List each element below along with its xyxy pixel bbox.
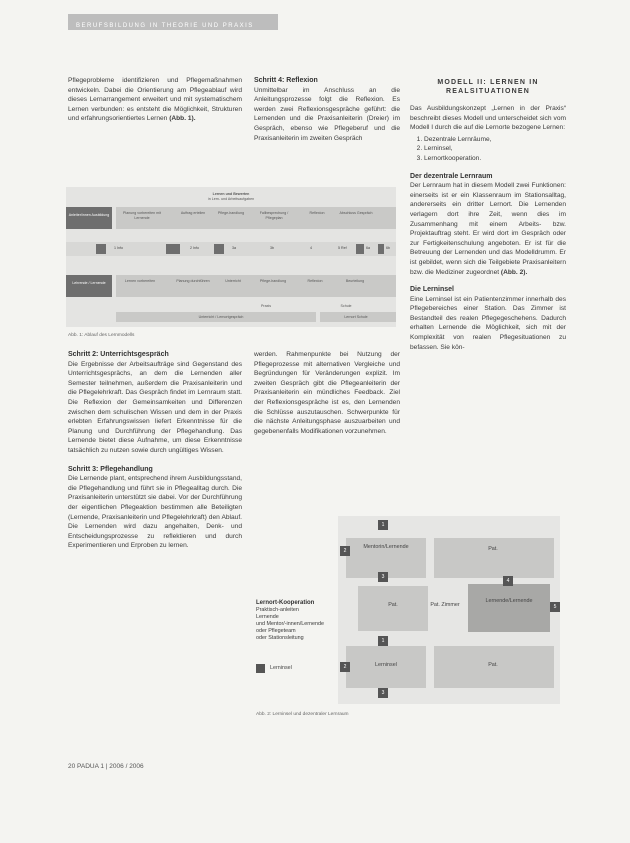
fig1-lower-label: Unterricht — [225, 279, 241, 283]
fig1-step: 4 — [310, 246, 312, 250]
step4-text: Unmittelbar im Anschluss an die Anleitungsprozesse folgt die Reflexion. Es werden zwei Reflexionsgespräche geführt: die Lernenden und die Praxisanleiterin (Dreier) im Gespräch, ebenso wie Pflegeberuf und die Praxisanleiterin im zweiten Gespräch — [254, 86, 400, 142]
lernraum-heading: Der dezentrale Lernraum — [410, 172, 493, 180]
fig1-lower-label: Reflexion — [307, 279, 323, 283]
list-item: 3. Lernortkooperation. — [424, 154, 566, 164]
figure-2-caption: Abb. 2: Lerninsel und dezentraler Lernraum — [256, 712, 349, 717]
figure-1-caption: Abb. 1: Ablauf des Lernmodells — [68, 333, 135, 338]
legend-label: Lerninsel — [270, 665, 292, 671]
column-1-steps — [68, 350, 242, 551]
list-item: 2. Lerninsel, — [424, 144, 566, 154]
fig1-bottom-c: Unterricht / Lernortgespräch — [198, 315, 244, 319]
page-footer: 20 PADUA 1 | 2006 / 2006 — [68, 763, 144, 770]
fig1-top-label: Lernen und Bewerten — [212, 192, 250, 196]
section-header: BERUFSBILDUNG IN THEORIE UND PRAXIS — [68, 14, 278, 30]
fig1-step-marker — [214, 244, 224, 254]
fig2-num: 3 — [378, 688, 388, 698]
lko-line: oder Pflegeteam — [256, 628, 296, 634]
fig1-lower-label: Beurteilung — [345, 279, 365, 283]
lerninsel-text: Eine Lerninsel ist ein Patientenzimmer innerhalb des Pflegebereiches einer Station. Das Zimmer ist Bestandteil des realen Pflegegeschehens. Dadurch erhalten Lernende die Möglichkeit, sich mit der Komplexität von realen Pflegesituationen zu befassen. Sie kön- — [410, 295, 566, 351]
fig1-step-marker — [378, 244, 384, 254]
figure-2-diagram — [338, 516, 560, 708]
fig1-step: 6b — [386, 246, 390, 250]
fig1-step-marker — [166, 244, 180, 254]
legend-swatch — [256, 664, 265, 673]
figure-1-diagram — [66, 187, 396, 327]
fig2-pat-2 — [358, 586, 428, 631]
fig2-pat-3-label: Pat. — [488, 662, 498, 668]
fig1-lower-label: Planung durchführen — [176, 279, 210, 283]
column-2-step4 — [254, 76, 400, 143]
modell-text: Das Ausbildungskonzept „Lernen in der Praxis“ beschreibt dieses Modell und unterscheidet sich vom Modell I durch die auf die Lernorte bezogene Lernen: — [410, 105, 566, 132]
fig1-bottom-a: Praxis — [261, 304, 271, 308]
reflexion-continued-text: werden. Rahmenpunkte bei Nutzung der Pflegeprozesse mit alternativen Vergleiche und Begründungen für Veränderungen explizit. Im zweiten Gespräch gibt die Pflegeanleiterin der Praxisanleiterin ein mündliches Feedback. Ziel der Reflexionsgespräche ist es, den Lernenden die Schlüsse auszutauschen. Schwerpunkte für die nächste Anleitungsphase auszuarbeiten und gegebenenfalls Modifikationen vorzunehmen. — [254, 351, 400, 435]
fig1-lower-label: Pflege-handlung — [259, 279, 287, 283]
fig2-pat-2-label: Pat. — [388, 602, 398, 608]
step2-text: Die Ergebnisse der Arbeitsaufträge sind Gegenstand des Unterrichtsgesprächs, an dem die Lernenden aller Semester teilnehmen, außerdem die Praxisanleiterin und die Pflegelehrkraft. Das Gespräch findet im Lernraum statt. Die Reflexion der Gemeinsamkeiten und Differenzen zwischen dem schulischen Wissen und dem in der Praxis erlebten Erfahrungswissen liefert Erkenntnisse für die Planung und Durchführung der Pflegehandlung. Das Lernende bietet diese Aufnahme, um diese Erkenntnisse tatsächlich zu nutzen sowie durch ungültiges Wissen. — [68, 360, 242, 454]
fig1-step: 3b — [270, 246, 274, 250]
step3-heading: Schritt 3: Pflegehandlung — [68, 465, 153, 473]
step2-heading: Schritt 2: Unterrichtsgespräch — [68, 351, 169, 358]
fig2-zimmer-label: Pat. Zimmer — [430, 602, 460, 608]
fig2-num: 1 — [378, 520, 388, 530]
fig2-room-2-label: Lernende/Lernende — [485, 598, 533, 604]
fig1-step: 6a — [366, 246, 370, 250]
fig2-room-1-label: Mentorin/Lernende — [363, 544, 409, 550]
fig1-step-marker — [96, 244, 106, 254]
fig2-pat-1 — [434, 538, 554, 578]
intro-text: Pflegeprobleme identifizieren und Pflegemaßnahmen entwickeln. Dabei die Orientierung am Pflegeablauf wird dieses Lernarrangement erweitert und mit systematischem Lernen verbunden: es entsteht die Möglichkeit, Strukturen und erfahrungsorientiertes Lernen (Abb. 1). — [68, 77, 242, 123]
fig1-upper-label: Auftrag erteilen — [180, 211, 206, 215]
fig2-num: 1 — [378, 636, 388, 646]
fig1-upper-label: Planung vorbereiten mit Lernende — [123, 211, 161, 220]
fig2-num: 5 — [550, 602, 560, 612]
fig1-step: 5 Ref — [338, 246, 347, 250]
fig1-step-marker — [356, 244, 364, 254]
fig1-step: 3a — [232, 246, 236, 250]
step4-heading: Schritt 4: Reflexion — [254, 77, 318, 84]
fig2-room-2 — [468, 584, 550, 632]
lernorte-list — [410, 135, 566, 164]
fig1-lower-label: Lernen vorbereiten — [124, 279, 156, 283]
fig1-step: 1 Info — [114, 246, 123, 250]
lernraum-text: Der Lernraum hat in diesem Modell zwei Funktionen: einerseits ist er ein Klassenraum im Stationsalltag, andererseits ein dritter Lernort. Die Lernenden verlagern dort ihre Zeit, wenn dies im Zusammenhang mit einem Arbeits- bzw. Projektauftrag steht. Er wird dort im Gespräch oder zur Fertigkeitenschulung angeboten. Er ist für die Betreuung der Lernenden und das Modelldrumm. Er ist gebildet, wenn sich die Teilgebiete Praxisanleitern bzw. die Mediziner zugeordnet (Abb. 2). — [410, 182, 566, 276]
column-2-continued — [254, 350, 400, 436]
lko-line: und Mentor/-innen/Lernende — [256, 621, 325, 627]
fig1-step: 2 Info — [190, 246, 199, 250]
lko-line: Lernende — [256, 614, 279, 620]
column-1-intro — [68, 76, 242, 124]
column-3 — [410, 78, 566, 352]
fig2-room-3-label: Lerninsel — [375, 662, 397, 668]
fig1-left-top-label: Anleiter/innen Ausbildung — [68, 213, 110, 217]
fig1-bottom-b: Schule — [340, 304, 352, 308]
fig2-num: 2 — [340, 662, 350, 672]
fig1-upper-label: Abschluss Gespräch — [339, 211, 373, 215]
fig1-left-bottom-box — [66, 275, 112, 297]
lko-title: Lernort-Kooperation — [256, 600, 315, 606]
fig2-num: 4 — [503, 576, 513, 586]
fig2-pat-1-label: Pat. — [488, 546, 498, 552]
fig1-upper-label: Fallbesprechung / Pflegeplan — [259, 211, 289, 220]
fig2-num: 3 — [378, 572, 388, 582]
fig1-top-sub: in Lern- und Arbeitsaufgaben — [207, 197, 255, 201]
fig1-upper-label: Pflege-handlung — [217, 211, 245, 215]
fig1-left-bottom-label: Lehrende / Lernende — [72, 281, 106, 285]
step3-text: Die Lernende plant, entsprechend ihrem Ausbildungsstand, die Pflegehandlung und führt sie in Pflegealltag durch. Die Praxisanleiterin unterstützt sie dabei. Vor der Durchführung der eigentlichen Pflegeaktion bestimmen alle Beteiligten (Lernende, Praxisanleiterin und Pflegelehrkraft) den Ablauf. Die Lernenden wird dazu angehalten, Denk- und Entscheidungsprozesse zu reflektieren und durch Experimentieren und Erproben zu lernen. — [68, 475, 242, 550]
fig2-num: 2 — [340, 546, 350, 556]
fig1-left-top-box — [66, 207, 112, 229]
lko-line: oder Stationsleitung — [256, 635, 304, 641]
fig1-bottom-d: Lernort Schule — [344, 315, 368, 319]
figure-2-legend — [256, 600, 346, 642]
modell-heading: MODELL II: LERNEN IN REALSITUATIONEN — [437, 79, 539, 95]
lko-line: Praktisch-anleiten — [256, 607, 299, 613]
lerninsel-heading: Die Lerninsel — [410, 286, 454, 294]
fig1-upper-label: Reflexion — [309, 211, 325, 215]
list-item: 1. Dezentrale Lernräume, — [424, 135, 566, 145]
